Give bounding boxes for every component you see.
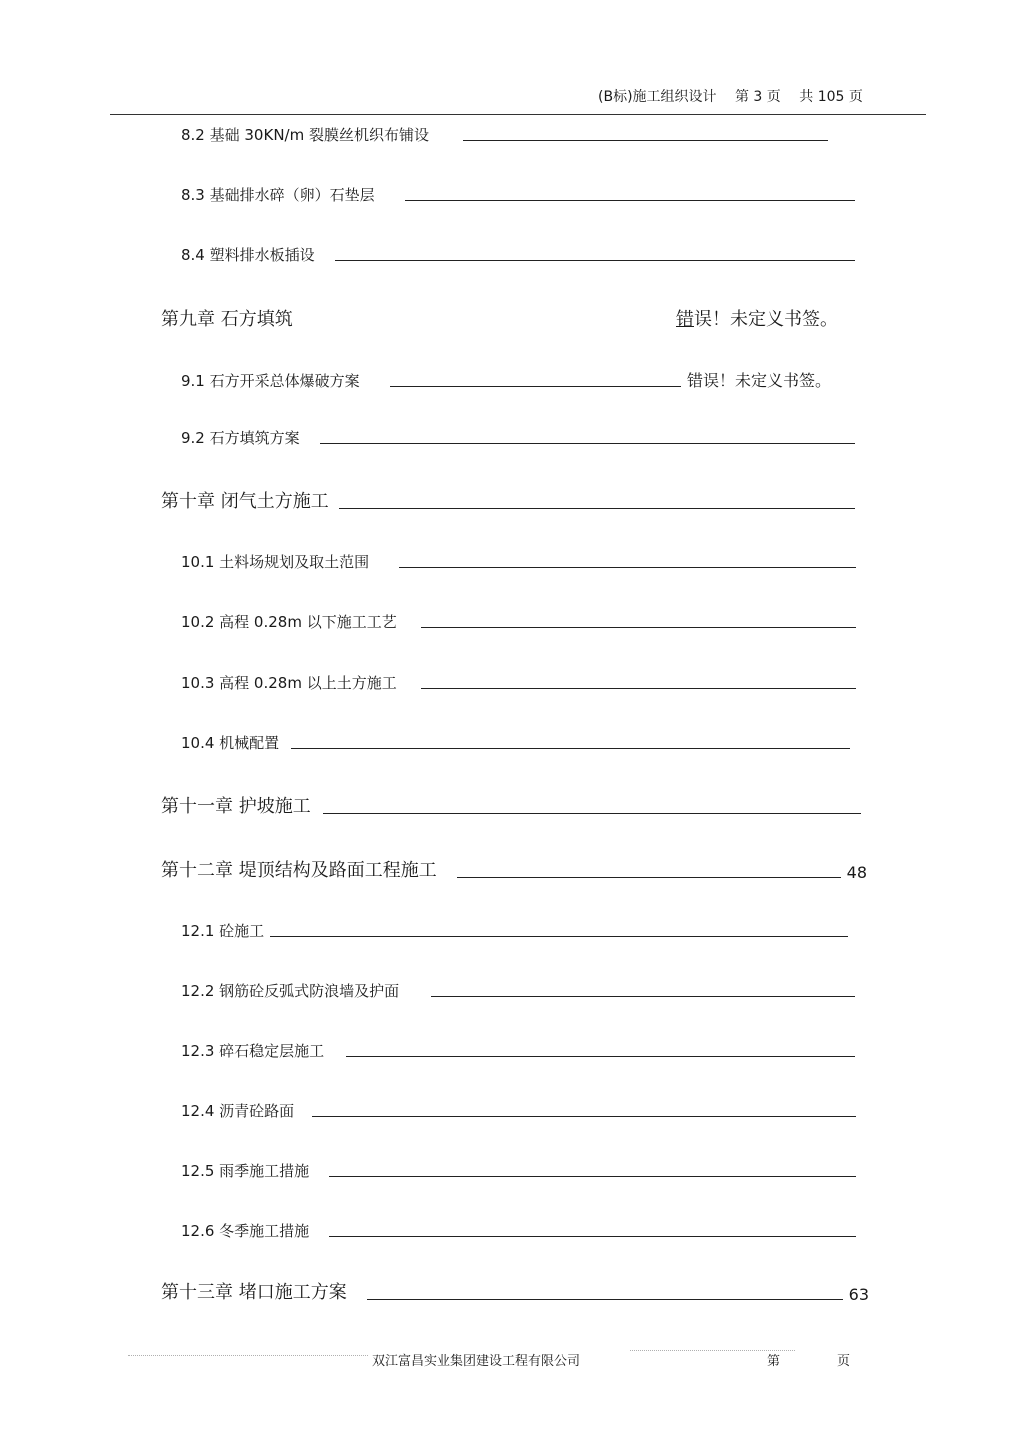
toc-entry-title: 12.6 冬季施工措施 bbox=[181, 1222, 310, 1240]
toc-entry-title: 8.3 基础排水碎（卵）石垫层 bbox=[181, 186, 375, 204]
leader-line bbox=[346, 1056, 855, 1057]
leader-line bbox=[421, 688, 856, 689]
bookmark-error: 错误！未定义书签。 bbox=[686, 371, 831, 390]
toc-entry-title: 第九章 石方填筑 bbox=[161, 309, 293, 330]
toc-entry[interactable] bbox=[181, 1040, 855, 1061]
toc-entry[interactable] bbox=[181, 1160, 856, 1181]
toc-entry[interactable] bbox=[181, 732, 850, 753]
toc-entry[interactable] bbox=[181, 368, 831, 391]
toc-entry-title: 第十章 闭气土方施工 bbox=[161, 491, 329, 512]
toc-entry[interactable] bbox=[181, 427, 855, 448]
toc-entry[interactable] bbox=[181, 244, 855, 265]
toc-chapter[interactable] bbox=[161, 487, 855, 513]
header-text bbox=[598, 86, 877, 106]
toc-entry-title: 9.1 石方开采总体爆破方案 bbox=[181, 372, 360, 390]
toc-chapter[interactable] bbox=[161, 1278, 869, 1304]
leader-line bbox=[312, 1116, 856, 1117]
toc-entry-title: 第十三章 堵口施工方案 bbox=[161, 1282, 347, 1303]
toc-entry-title: 10.2 高程 0.28m 以下施工工艺 bbox=[181, 613, 397, 631]
toc-entry-title: 10.1 土料场规划及取土范围 bbox=[181, 553, 370, 571]
bookmark-error-underlined: 错 bbox=[676, 309, 694, 330]
toc-entry[interactable] bbox=[181, 980, 855, 1001]
toc-entry-title: 第十一章 护坡施工 bbox=[161, 796, 311, 817]
leader-line bbox=[329, 1176, 856, 1177]
toc-entry-title: 8.2 基础 30KN/m 裂膜丝机织布铺设 bbox=[181, 126, 429, 144]
leader-line bbox=[421, 627, 856, 628]
leader-line bbox=[339, 508, 855, 509]
toc-entry[interactable] bbox=[181, 920, 848, 941]
footer-page-word: 第 bbox=[767, 1354, 781, 1369]
footer-page-unit: 页 bbox=[837, 1354, 851, 1369]
toc-entry-title: 第十二章 堤顶结构及路面工程施工 bbox=[161, 860, 437, 881]
toc-entry-title: 12.4 沥青砼路面 bbox=[181, 1102, 295, 1120]
leader-line bbox=[270, 936, 848, 937]
toc-entry-title: 12.2 钢筋砼反弧式防浪墙及护面 bbox=[181, 982, 400, 1000]
toc-chapter[interactable] bbox=[161, 856, 867, 882]
leader-line bbox=[323, 813, 861, 814]
bookmark-error bbox=[676, 305, 838, 331]
leader-line bbox=[320, 443, 855, 444]
leader-line bbox=[457, 877, 841, 878]
total-pages: 共 105 页 bbox=[799, 89, 863, 105]
header-rule bbox=[110, 114, 926, 115]
toc-entry-title: 9.2 石方填筑方案 bbox=[181, 429, 300, 447]
leader-line bbox=[390, 386, 681, 387]
leader-line bbox=[367, 1299, 843, 1300]
toc-chapter[interactable] bbox=[161, 305, 361, 331]
toc-entry-title: 10.3 高程 0.28m 以上土方施工 bbox=[181, 674, 397, 692]
toc-entry[interactable] bbox=[181, 672, 856, 693]
toc-entry[interactable] bbox=[181, 551, 856, 572]
leader-line bbox=[329, 1236, 856, 1237]
leader-line bbox=[431, 996, 855, 997]
leader-line bbox=[291, 748, 850, 749]
toc-entry[interactable] bbox=[181, 1100, 856, 1121]
toc-entry-title: 12.5 雨季施工措施 bbox=[181, 1162, 310, 1180]
leader-line bbox=[335, 260, 855, 261]
toc-entry-title: 8.4 塑料排水板插设 bbox=[181, 246, 315, 264]
toc-entry[interactable] bbox=[181, 611, 856, 632]
toc-page-number: 63 bbox=[848, 1285, 869, 1304]
leader-line bbox=[463, 140, 828, 141]
toc-entry[interactable] bbox=[181, 124, 828, 145]
toc-entry-title: 10.4 机械配置 bbox=[181, 734, 280, 752]
toc-entry[interactable] bbox=[181, 1220, 856, 1241]
footer-dotted-rule-left bbox=[128, 1355, 368, 1356]
bookmark-error-rest: 误！未定义书签。 bbox=[694, 309, 838, 330]
footer-company: 双江富昌实业集团建设工程有限公司 bbox=[372, 1354, 581, 1369]
doc-title: (B标)施工组织设计 bbox=[598, 89, 717, 105]
toc-chapter[interactable] bbox=[161, 792, 861, 818]
toc-page-number: 48 bbox=[846, 863, 867, 882]
leader-line bbox=[405, 200, 855, 201]
toc-entry[interactable] bbox=[181, 184, 855, 205]
leader-line bbox=[399, 567, 856, 568]
page-number: 第 3 页 bbox=[734, 89, 781, 105]
toc-entry-title: 12.1 砼施工 bbox=[181, 922, 265, 940]
toc-entry-title: 12.3 碎石稳定层施工 bbox=[181, 1042, 325, 1060]
